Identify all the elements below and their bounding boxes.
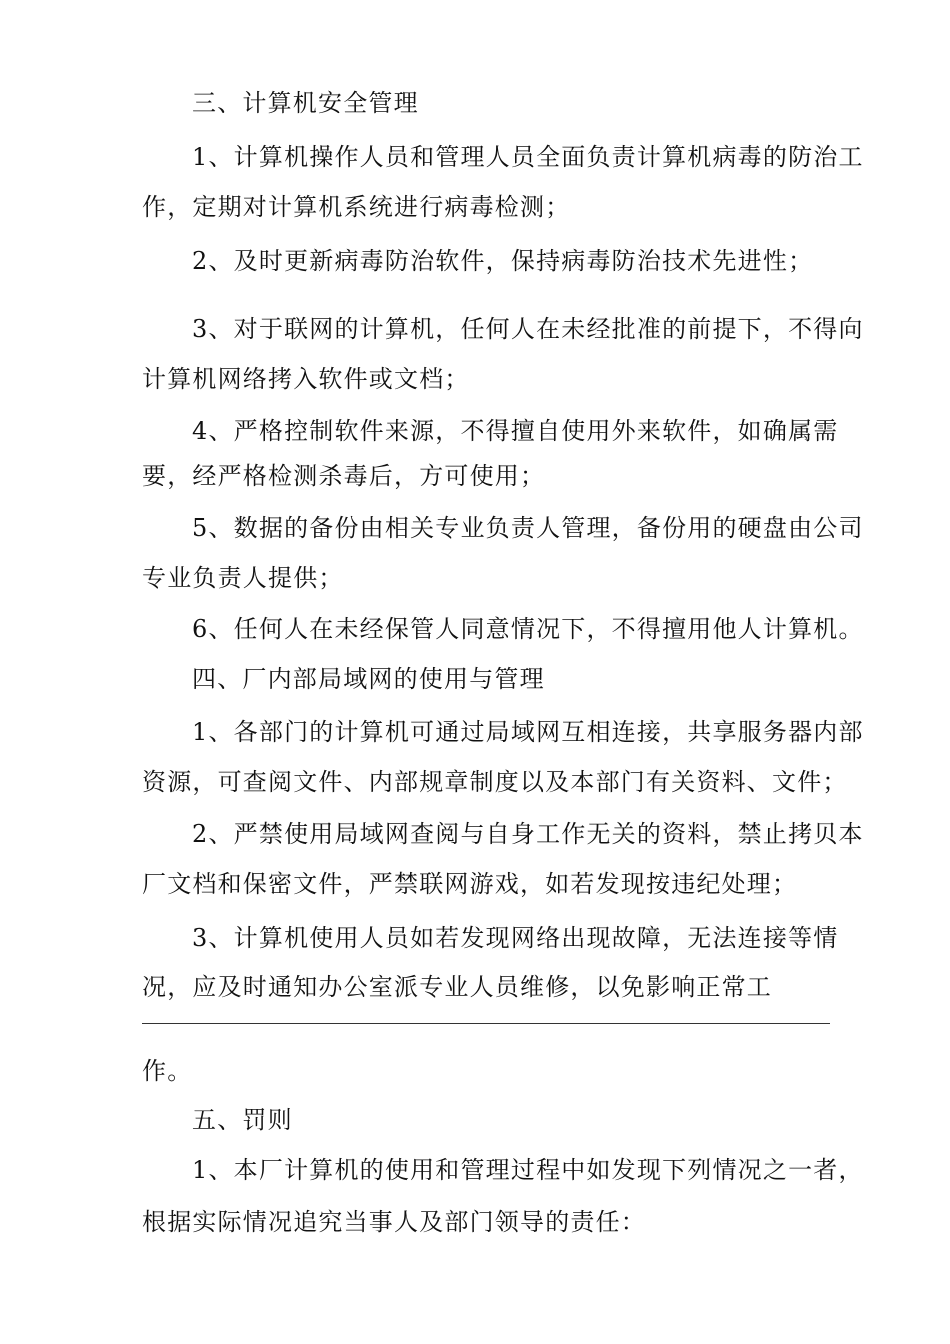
paragraph-line: 6、任何人在未经保管人同意情况下，不得擅用他人计算机。: [192, 615, 864, 643]
paragraph-line: 根据实际情况追究当事人及部门领导的责任：: [142, 1208, 646, 1236]
paragraph-line: 5、数据的备份由相关专业负责人管理，备份用的硬盘由公司: [192, 514, 864, 542]
paragraph-line: 3、对于联网的计算机，任何人在未经批准的前提下，不得向: [192, 315, 864, 343]
paragraph-line: 3、计算机使用人员如若发现网络出现故障，无法连接等情: [192, 924, 839, 952]
section-heading: 五、罚则: [192, 1106, 293, 1134]
paragraph-line: 要，经严格检测杀毒后，方可使用；: [142, 462, 546, 490]
paragraph-line: 作，定期对计算机系统进行病毒检测；: [142, 193, 571, 221]
paragraph-line: 况，应及时通知办公室派专业人员维修，以免影响正常工: [142, 973, 772, 1001]
page-divider: [142, 1023, 830, 1024]
section-heading: 四、厂内部局域网的使用与管理: [192, 665, 545, 693]
paragraph-line: 厂文档和保密文件，严禁联网游戏，如若发现按违纪处理；: [142, 870, 798, 898]
paragraph-line: 专业负责人提供；: [142, 564, 344, 592]
paragraph-line: 作。: [142, 1057, 193, 1085]
paragraph-line: 计算机网络拷入软件或文档；: [142, 365, 470, 393]
paragraph-line: 资源，可查阅文件、内部规章制度以及本部门有关资料、文件；: [142, 768, 848, 796]
paragraph-line: 1、各部门的计算机可通过局域网互相连接，共享服务器内部: [192, 718, 864, 746]
paragraph-line: 4、严格控制软件来源，不得擅自使用外来软件，如确属需: [192, 417, 839, 445]
paragraph-line: 1、计算机操作人员和管理人员全面负责计算机病毒的防治工: [192, 143, 864, 171]
paragraph-line: 1、本厂计算机的使用和管理过程中如发现下列情况之一者，: [192, 1156, 864, 1184]
section-heading: 三、计算机安全管理: [192, 89, 419, 117]
paragraph-line: 2、及时更新病毒防治软件，保持病毒防治技术先进性；: [192, 247, 814, 275]
paragraph-line: 2、严禁使用局域网查阅与自身工作无关的资料，禁止拷贝本: [192, 820, 864, 848]
